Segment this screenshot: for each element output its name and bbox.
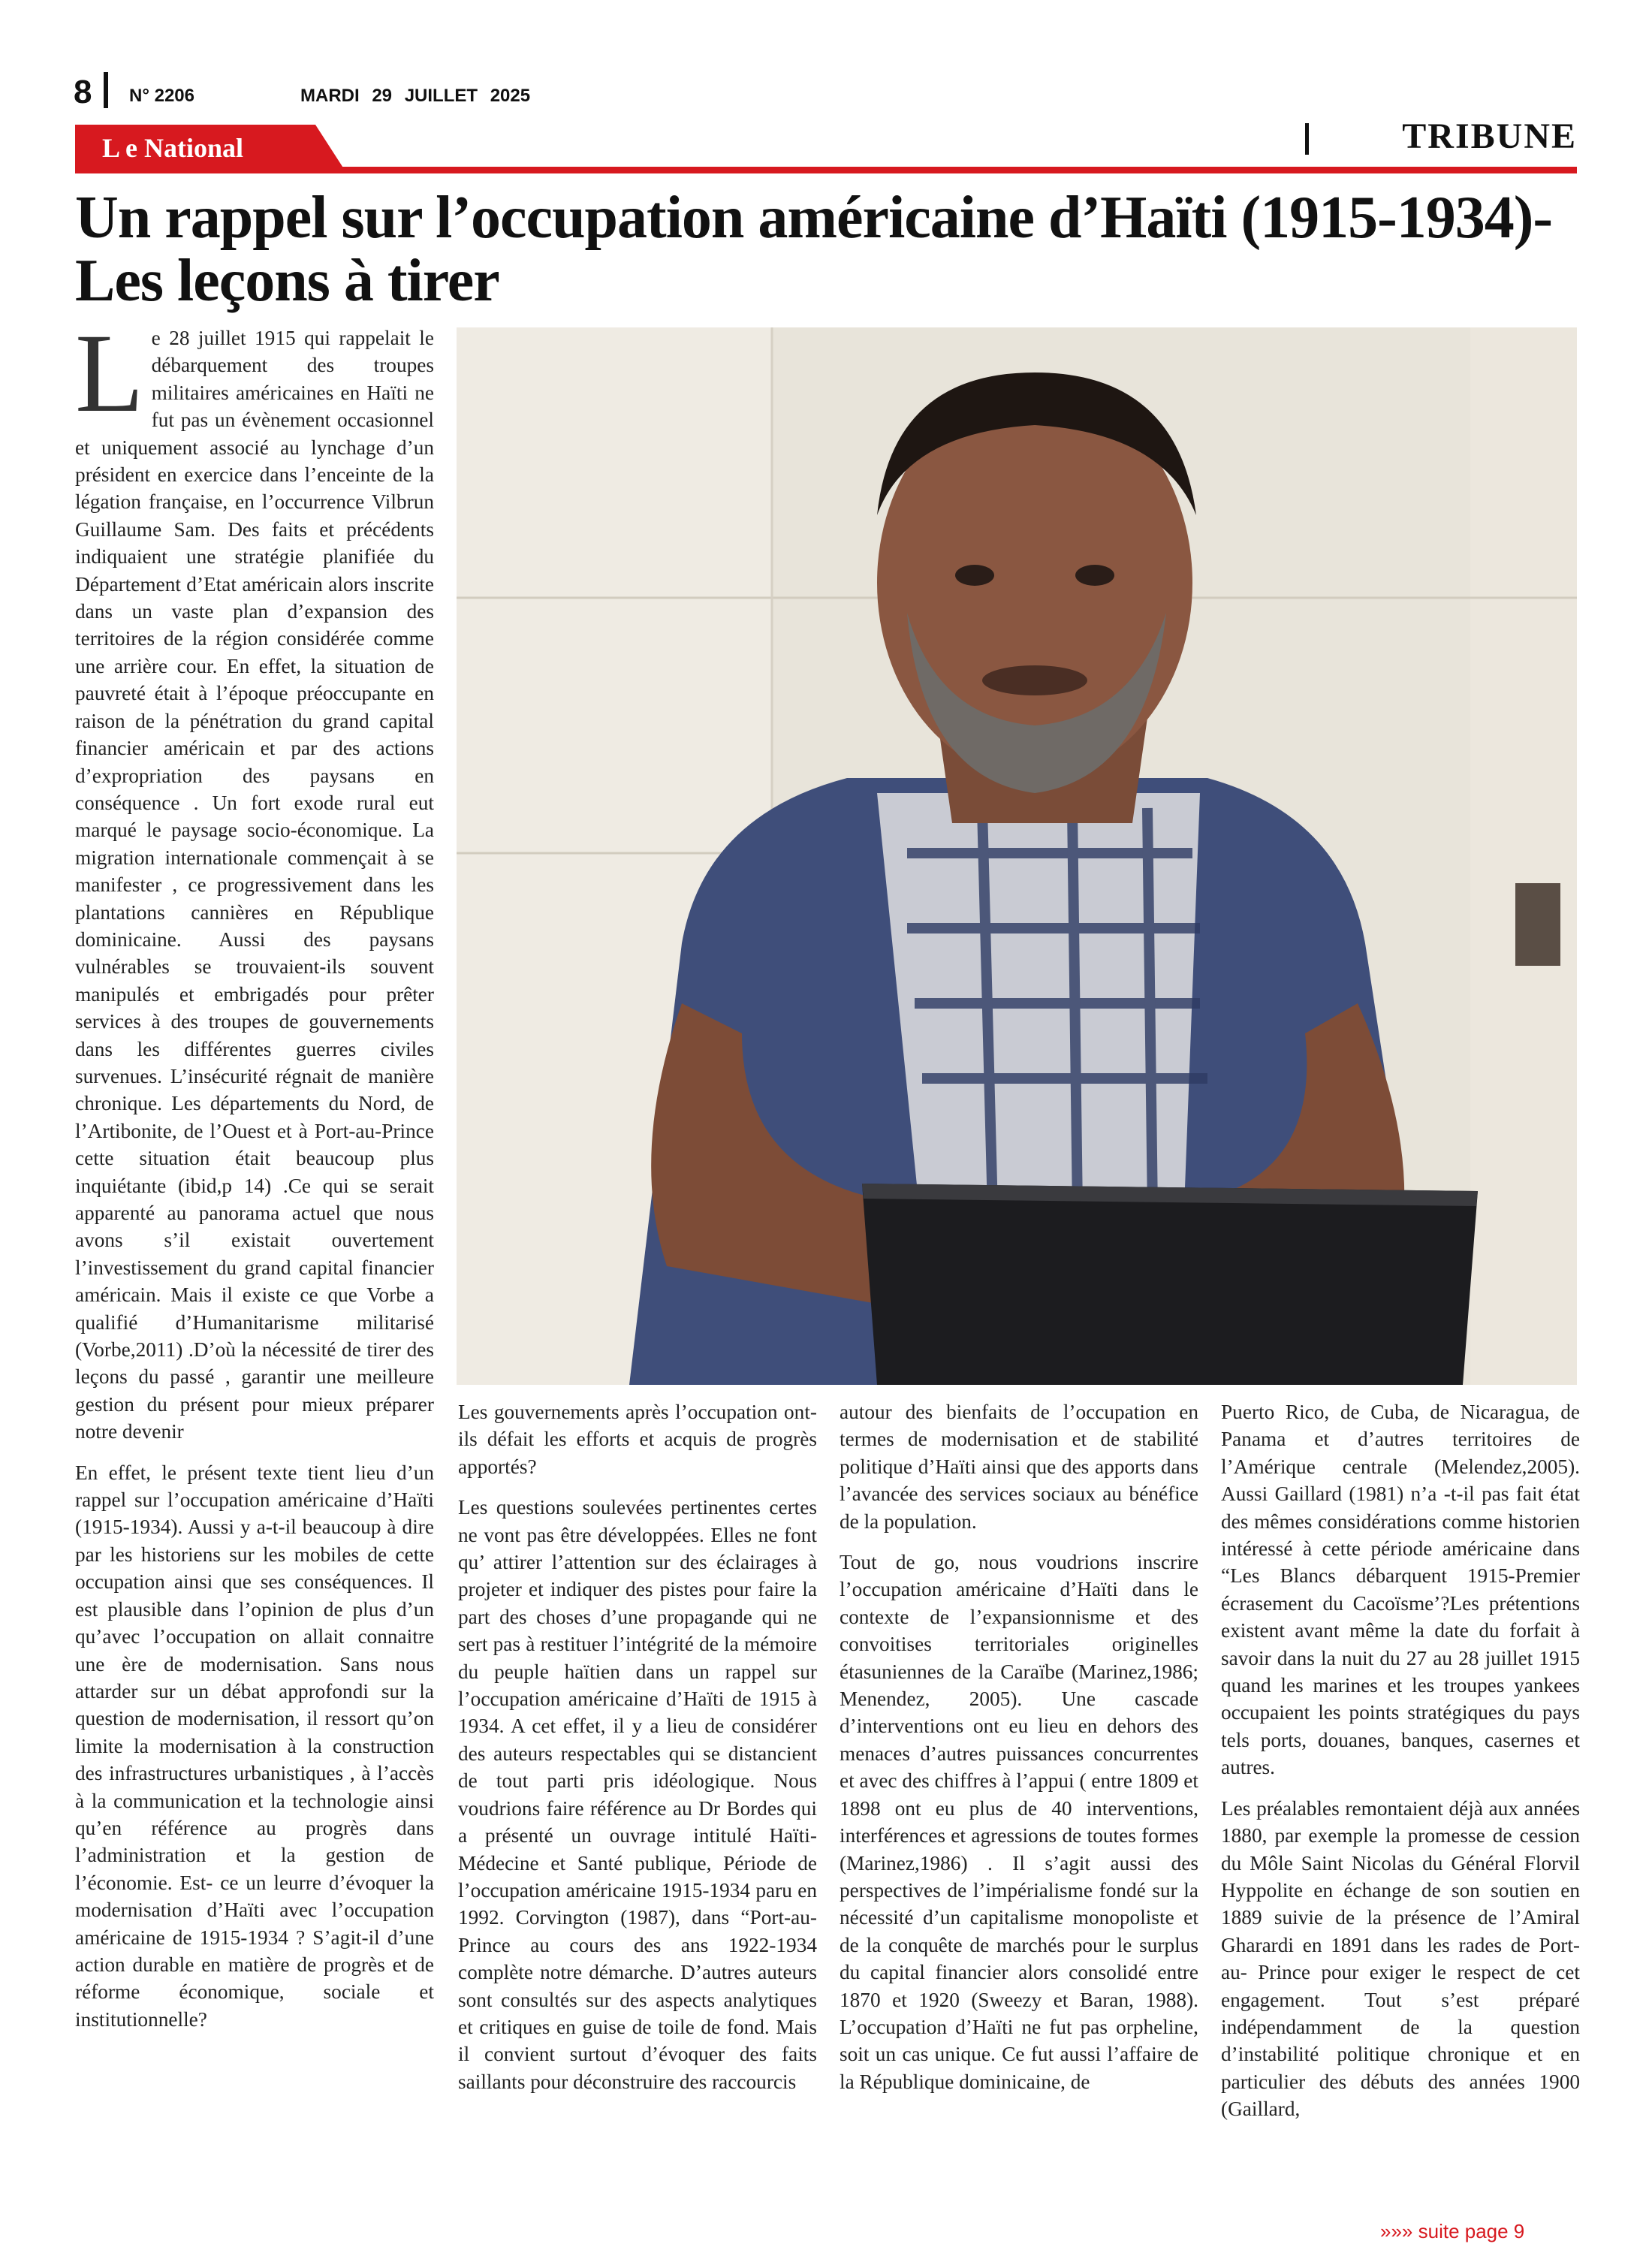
paragraph: autour des bienfaits de l’occupation en termes de modernisation et de stabilité politique d’Haïti ainsi que des apports dans l’avancée des services sociaux au bénéfice de la population. (840, 1401, 1198, 1533)
paragraph: En effet, le présent texte tient lieu d’un rappel sur l’occupation américaine d’Haïti (1915-1934). Aussi y a-t-il beaucoup à dire par les historiens sur les mobiles de cette occupation ainsi que ses conséquences. Il est plausible dans l’opinion de plus d’un qu’avec l’occupation on allait connaitre une ère de modernisation. Sans nous attarder sur un débat approfondi sur la question de modernisation, il ressort qu’on limite la modernisation à la construction des infrastructures urbanistiques , à l’accès à la communication et la technologie ainsi qu’en référence au progrès dans l’administration et la gestion de l’économie. Est- ce un leurre d’évoquer la modernisation d’Haïti avec l’occupation américaine de 1915-1934 ? S’agit-il d’une action durable en matière de progrès et de réforme économique, sociale et institutionnelle? (75, 1461, 434, 2031)
article-column-3 (840, 1398, 1198, 2109)
paragraph (75, 311, 434, 1446)
issue-number: N° 2206 (129, 86, 194, 106)
drop-cap: L (75, 311, 144, 436)
article-photo (457, 327, 1577, 1385)
paragraph: Puerto Rico, de Cuba, de Nicaragua, de Panama et d’autres territoires de l’Amérique centrale (Melendez,2005). Aussi Gaillard (1981) n’a -t-il pas fait état des mêmes considérations comme historien intéressé à cette période américaine dans “Les Blancs débarquent 1915-Premier écrasement du Cacoïsme’?Les prétentions existent avant même la date du forfait à savoir dans la nuit du 27 au 28 juillet 1915 quand les marines et les troupes yankees occupaient les points stratégiques du pays tels ports, douanes, banques, casernes et autres. (1221, 1401, 1580, 1779)
article-column-4 (1221, 1398, 1580, 2137)
paragraph-text: e 28 juillet 1915 qui rappelait le débarquement des troupes militaires américaines en Haïti ne fut pas un évènement occasionnel et uniquement associé au lynchage d’un président en exercice dans l’enceinte de la légation française, en l’occurrence Vilbrun Guillaume Sam. Des faits et précédents indiquaient une stratégie planifiée du Département d’Etat américain alors inscrite dans un vaste plan d’expansion des territoires de la région considérée comme une arrière cour. En effet, la situation de pauvreté était à l’époque préoccupante en raison de la pénétration du grand capital financier américain et par des actions d’expropriation des paysans en conséquence . Un fort exode rural eut marqué le paysage socio-économique. La migration internationale commençait à se manifester , ce progressivement dans les plantations cannières en République dominicaine. Aussi des paysans vulnérables se trouvaient-ils souvent manipulés et embrigadés pour prêter services à des troupes de gouvernements dans les différentes guerres civiles survenues. L’insécurité régnait de manière chronique. Les départements du Nord, de l’Artibonite, de l’Ouest et à Port-au-Prince cette situation était beaucoup plus inquiétante (ibid,p 14) .Ce qui se serait apparenté au panorama actuel que nous avons s’il existait ouvertement l’investissement du grand capital financier américain. Mais il existe ce que Vorbe a qualifié d’Humanitarisme militarisé (Vorbe,2011) .D’où la nécessité de tirer des leçons du passé , garantir une meilleure gestion du présent pour mieux préparer notre devenir (75, 327, 434, 1443)
paragraph: Tout de go, nous voudrions inscrire l’occupation américaine d’Haïti dans le contexte de l’expansionnisme et des convoitises territoriales originelles étasuniennes de la Caraïbe (Marinez,1986; Menendez, 2005). Une cascade d’interventions ont eu lieu en dehors des menaces d’autres puissances concurrentes et avec des chiffres à l’appui ( entre 1809 et 1898 ont eu plus de 40 interventions, interférences et agressions de toutes formes (Marinez,1986) . Il s’agit aussi des perspectives de l’impérialisme fondé sur la nécessité d’un capitalisme monopoliste et de la conquête de marchés pour le surplus du capital financier alors consolidé entre 1870 et 1920 (Sweezy et Baran, 1988). L’occupation d’Haïti ne fut pas orpheline, soit un cas unique. Ce fut aussi l’affaire de la République dominicaine, de (840, 1551, 1198, 2093)
section-divider (1305, 123, 1309, 155)
header-divider (104, 72, 108, 108)
paragraph: Les gouvernements après l’occupation ont-ils défait les efforts et acquis de progrès apportés? (458, 1401, 817, 1478)
portrait-illustration (457, 327, 1577, 1385)
article-title-line-1: Un rappel sur l’occupation américaine d’Haïti (1915-1934)- (75, 185, 1553, 251)
paragraph: Les préalables remontaient déjà aux années 1880, par exemple la promesse de cession du Môle Saint Nicolas du Général Florvil Hyppolite en échange de son soutien en 1889 suivie de la présence de l’Amiral Gharardi en 1891 dans les rades de Port- au- Prince pour exiger le respect de cet engagement. Tout s’est préparé indépendamment de la question d’instabilité politique chronique et en particulier des débuts des années 1900 (Gaillard, (1221, 1796, 1580, 2121)
article-title-line-2: Les leçons à tirer (75, 248, 499, 314)
section-label: TRIBUNE (1402, 116, 1577, 156)
brand-logo: L e National (102, 133, 244, 163)
article-title (75, 186, 1584, 312)
header-rule (75, 167, 1577, 173)
paragraph: Les questions soulevées pertinentes certes ne vont pas être développées. Elles ne font qu’ attirer l’attention sur des éclairages à projeter et indiquer des pistes pour faire la part des choses d’une propagande qui ne sert pas à restituer l’intégrité de la mémoire du peuple haïtien dans un rappel sur l’occupation américaine d’Haïti de 1915 à 1934. A cet effet, il y a lieu de considérer des auteurs respectables qui se distancient de tout parti pris idéologique. Nous voudrions faire référence au Dr Bordes qui a présenté un ouvrage intitulé Haïti- Médecine et Santé publique, Période de l’occupation américaine 1915-1934 paru en 1992. Corvington (1987), dans “Port-au-Prince au cours des ans 1922-1934 complète notre démarche. D’autres auteurs sont consultés sur des aspects analytiques et critiques en guise de toile de fond. Mais il convient surtout d’évoquer des faits saillants pour déconstruire des raccourcis (458, 1496, 817, 2093)
article-column-1 (75, 311, 434, 2046)
continued-link[interactable]: »»» suite page 9 (1380, 2220, 1525, 2242)
publication-date: MARDI 29 JUILLET 2025 (300, 86, 531, 106)
page-number: 8 (74, 74, 92, 110)
article-column-2 (458, 1398, 817, 2109)
